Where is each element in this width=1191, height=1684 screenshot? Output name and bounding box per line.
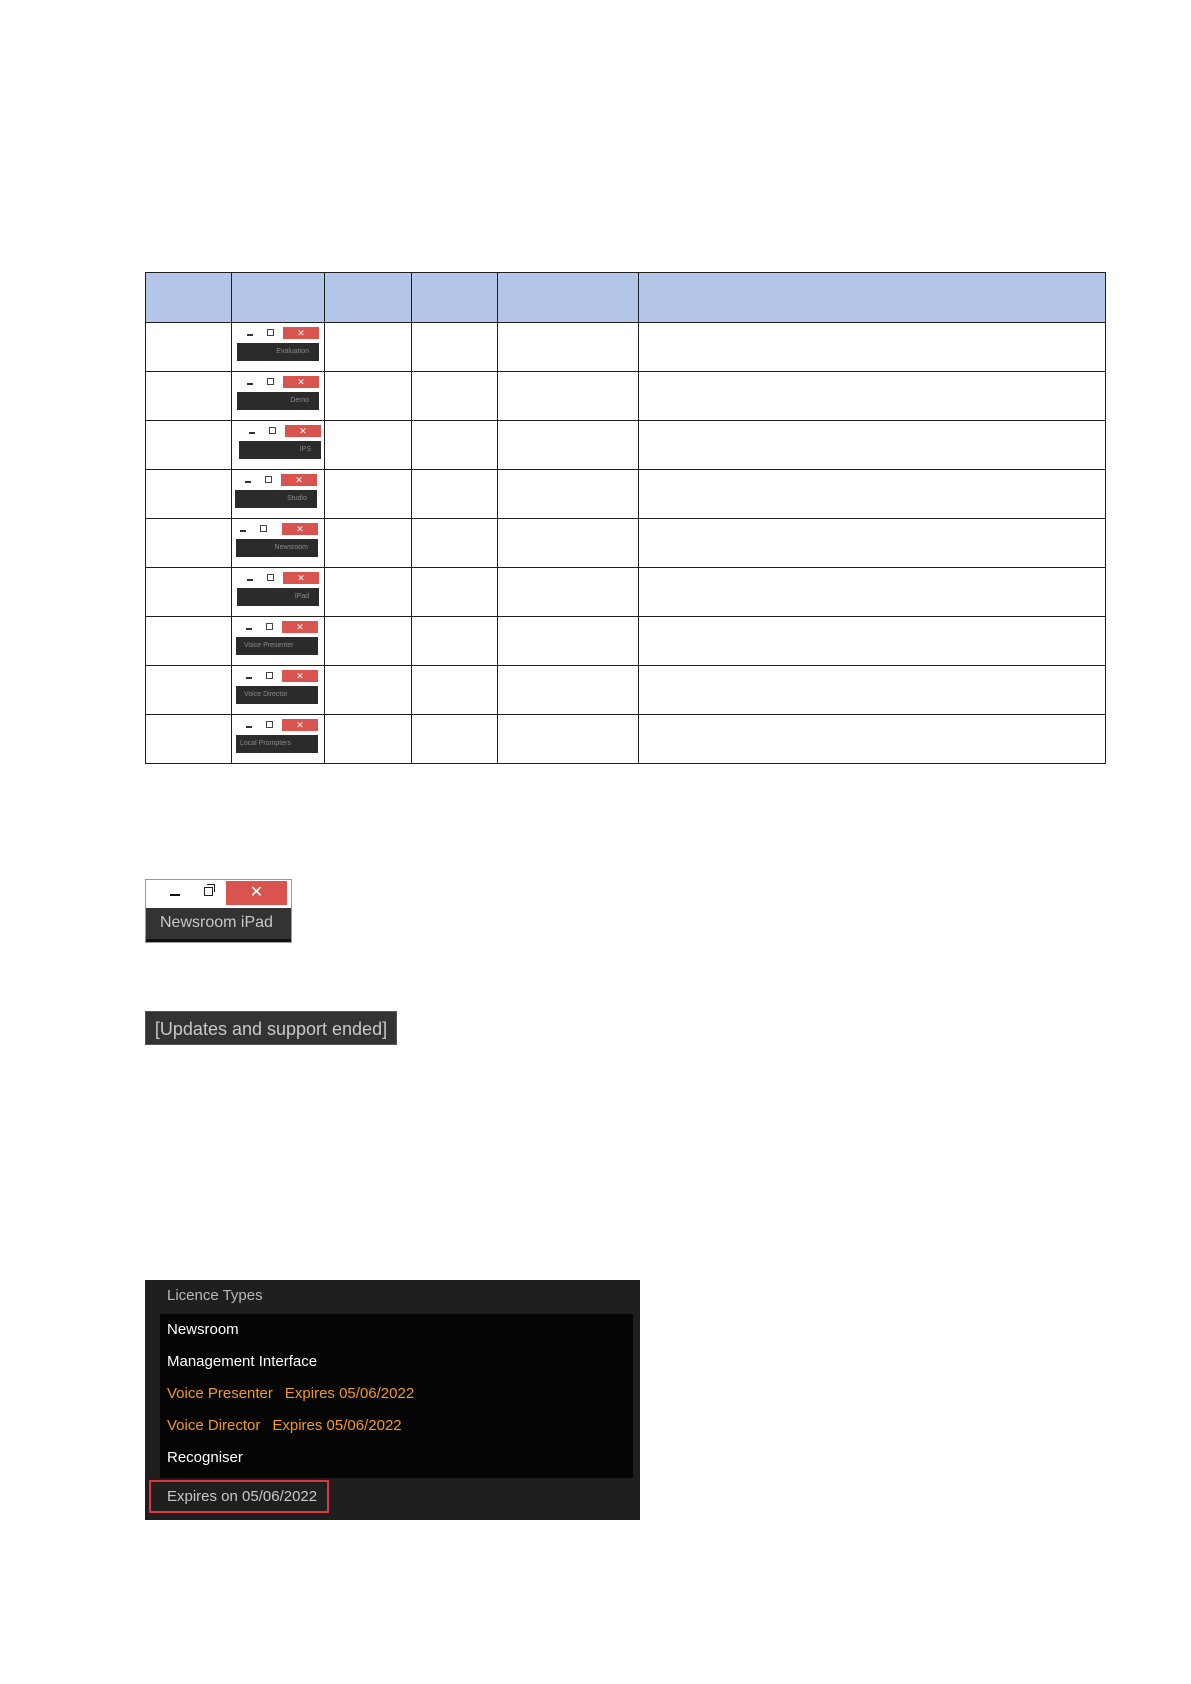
window-label: IPS: [239, 441, 321, 459]
close-icon: ✕: [282, 670, 318, 682]
restore-icon: [265, 476, 272, 483]
window-label: Local Prompters: [236, 735, 318, 753]
window-thumbnail: [235, 327, 321, 361]
window-label: Studio: [235, 490, 317, 508]
list-item[interactable]: [167, 1442, 243, 1474]
close-icon: ✕: [282, 523, 318, 535]
window-thumbnail: [234, 621, 320, 655]
window-title: Newsroom iPad: [146, 908, 291, 942]
header-cell: [412, 273, 498, 323]
licence-list: [160, 1314, 633, 1478]
close-icon: ✕: [285, 425, 321, 437]
table-row: [146, 372, 1106, 421]
restore-icon: [260, 525, 267, 532]
minimize-icon: [247, 383, 253, 385]
header-cell: [232, 273, 325, 323]
close-icon: ✕: [283, 572, 319, 584]
minimize-icon: [247, 334, 253, 336]
restore-icon: [269, 427, 276, 434]
expiry-footer: Expires on 05/06/2022: [149, 1480, 329, 1513]
table-row: [146, 519, 1106, 568]
licence-name: Voice Presenter: [167, 1385, 273, 1402]
window-thumbnail: [235, 376, 321, 410]
status-banner: [Updates and support ended]: [145, 1011, 397, 1045]
restore-icon: [266, 721, 273, 728]
minimize-icon: [245, 481, 251, 483]
list-item[interactable]: [167, 1410, 402, 1442]
header-cell: [146, 273, 232, 323]
table-row: [146, 568, 1106, 617]
window-thumbnail: [235, 572, 321, 606]
example-window: [145, 879, 292, 943]
window-label: Newsroom: [236, 539, 318, 557]
minimize-icon[interactable]: [170, 894, 180, 896]
close-icon: ✕: [282, 719, 318, 731]
close-icon: ✕: [281, 474, 317, 486]
minimize-icon: [247, 579, 253, 581]
licence-expiry: Expires 05/06/2022: [284, 1385, 415, 1402]
window-thumbnail: [237, 425, 323, 459]
minimize-icon: [240, 530, 246, 532]
table-row: [146, 421, 1106, 470]
window-label: iPad: [237, 588, 319, 606]
close-button[interactable]: ✕: [226, 881, 287, 905]
licence-name: Newsroom: [167, 1321, 239, 1338]
licence-name: Recogniser: [167, 1449, 243, 1466]
close-icon: ✕: [283, 327, 319, 339]
close-icon: ✕: [282, 621, 318, 633]
list-item[interactable]: [167, 1314, 239, 1346]
header-cell: [325, 273, 412, 323]
restore-icon: [267, 574, 274, 581]
table-row: [146, 666, 1106, 715]
header-cell: [639, 273, 1106, 323]
window-thumbnail: [233, 474, 319, 508]
window-thumbnail: [234, 719, 320, 753]
licence-name: Management Interface: [167, 1353, 318, 1370]
restore-icon: [266, 672, 273, 679]
licence-table: [145, 272, 1106, 764]
window-label: Evaluation: [237, 343, 319, 361]
table-row: [146, 617, 1106, 666]
window-label: Voice Director: [236, 686, 318, 704]
licence-name: Voice Director: [167, 1417, 261, 1434]
restore-icon: [267, 378, 274, 385]
window-label: Demo: [237, 392, 319, 410]
panel-title: Licence Types: [167, 1287, 263, 1304]
close-icon: ✕: [283, 376, 319, 388]
header-cell: [498, 273, 639, 323]
table-row: [146, 323, 1106, 372]
restore-icon: [267, 329, 274, 336]
restore-icon[interactable]: [204, 887, 213, 896]
list-item[interactable]: [167, 1346, 317, 1378]
table-header-row: [146, 273, 1106, 323]
window-label: Voice Presenter: [236, 637, 318, 655]
restore-icon: [266, 623, 273, 630]
minimize-icon: [246, 628, 252, 630]
licence-types-panel: [145, 1280, 640, 1520]
window-thumbnail: [234, 670, 320, 704]
table-row: [146, 715, 1106, 764]
table-row: [146, 470, 1106, 519]
window-thumbnail: [234, 523, 320, 557]
licence-expiry: Expires 05/06/2022: [272, 1417, 402, 1434]
minimize-icon: [246, 677, 252, 679]
list-item[interactable]: [167, 1378, 414, 1410]
minimize-icon: [246, 726, 252, 728]
minimize-icon: [249, 432, 255, 434]
